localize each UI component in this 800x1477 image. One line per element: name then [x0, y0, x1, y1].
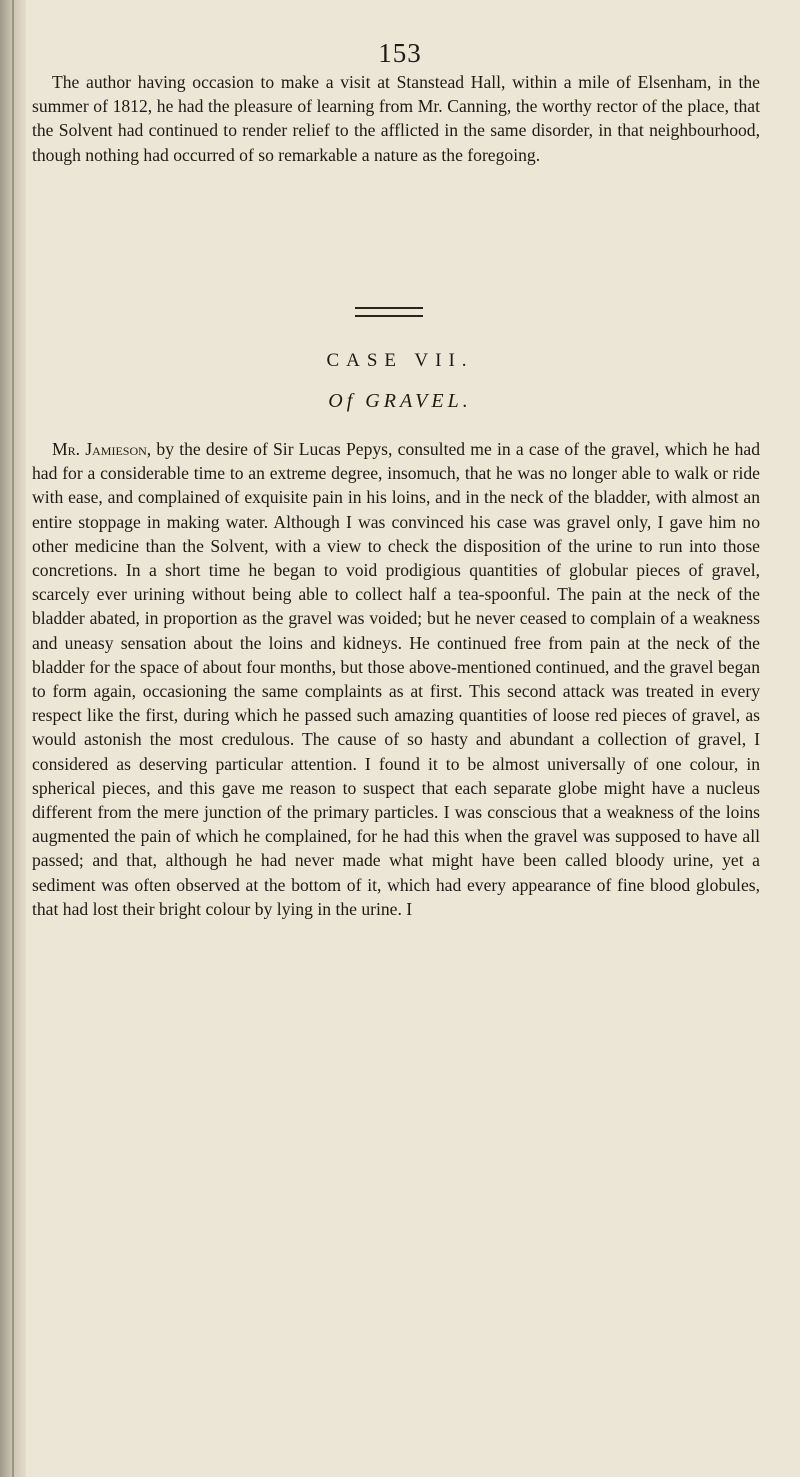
intro-section [32, 70, 760, 167]
page-number: 153 [378, 38, 422, 68]
case-heading: CASE VII. [326, 350, 474, 371]
case-paragraph [32, 437, 760, 921]
case-paragraph-text: by the desire of Sir Lucas Pepys, consulted me in a case of the gravel, which he had had for a considerable time to an extreme degree, insomuch, that he was no longer able to walk or ride with ease, and complained of exquisite pain in his loins, and in the neck of the bladder, with almost an entire stoppage in making water. Although I was convinced his case was gravel only, I gave him no other medicine than the Solvent, with a view to check the disposition of the urine to run into those concretions. In a short time he began to void prodigious quantities of globular pieces of gravel, scarcely ever urining without being able to collect half a tea-spoonful. The pain at the neck of the bladder abated, in proportion as the gravel was voided; but he never ceased to complain of a weakness and uneasy sensation about the loins and kidneys. He continued free from pain at the neck of the bladder for the space of about four months, but those above-mentioned continued, and the gravel began to form again, occasioning the same complaints as at first. This second attack was treated in every respect like the first, during which he passed such amazing quantities of loose red pieces of gravel, as would astonish the most credulous. The cause of so hasty and abundant a collection of gravel, I considered as deserving particular attention. I found it to be almost universally of one colour, in spherical pieces, and this gave me reason to suspect that each separate globe might have a nucleus different from the mere junction of the primary particles. I was conscious that a weakness of the loins augmented the pain of which he complained, for he had this when the gravel was supposed to have all passed; and that, although he had never made what might have been called bloody urine, yet a sediment was often observed at the bottom of it, which had every appearance of fine blood globules, that had lost their bright colour by lying in the urine. I [32, 439, 760, 919]
case-subheading: Of GRAVEL. [328, 390, 472, 412]
section-divider [355, 307, 423, 317]
case-lead-name: Mr. Jamieson, [52, 439, 152, 459]
case-body [32, 437, 760, 921]
intro-paragraph: The author having occasion to make a visit at Stanstead Hall, within a mile of Elsenham, in the summer of 1812, he had the pleasure of learning from Mr. Canning, the worthy rector of the place, that the Solvent had continued to render relief to the afflicted in the same disorder, in that neighbourhood, though nothing had occurred of so remarkable a nature as the foregoing. [32, 72, 760, 165]
